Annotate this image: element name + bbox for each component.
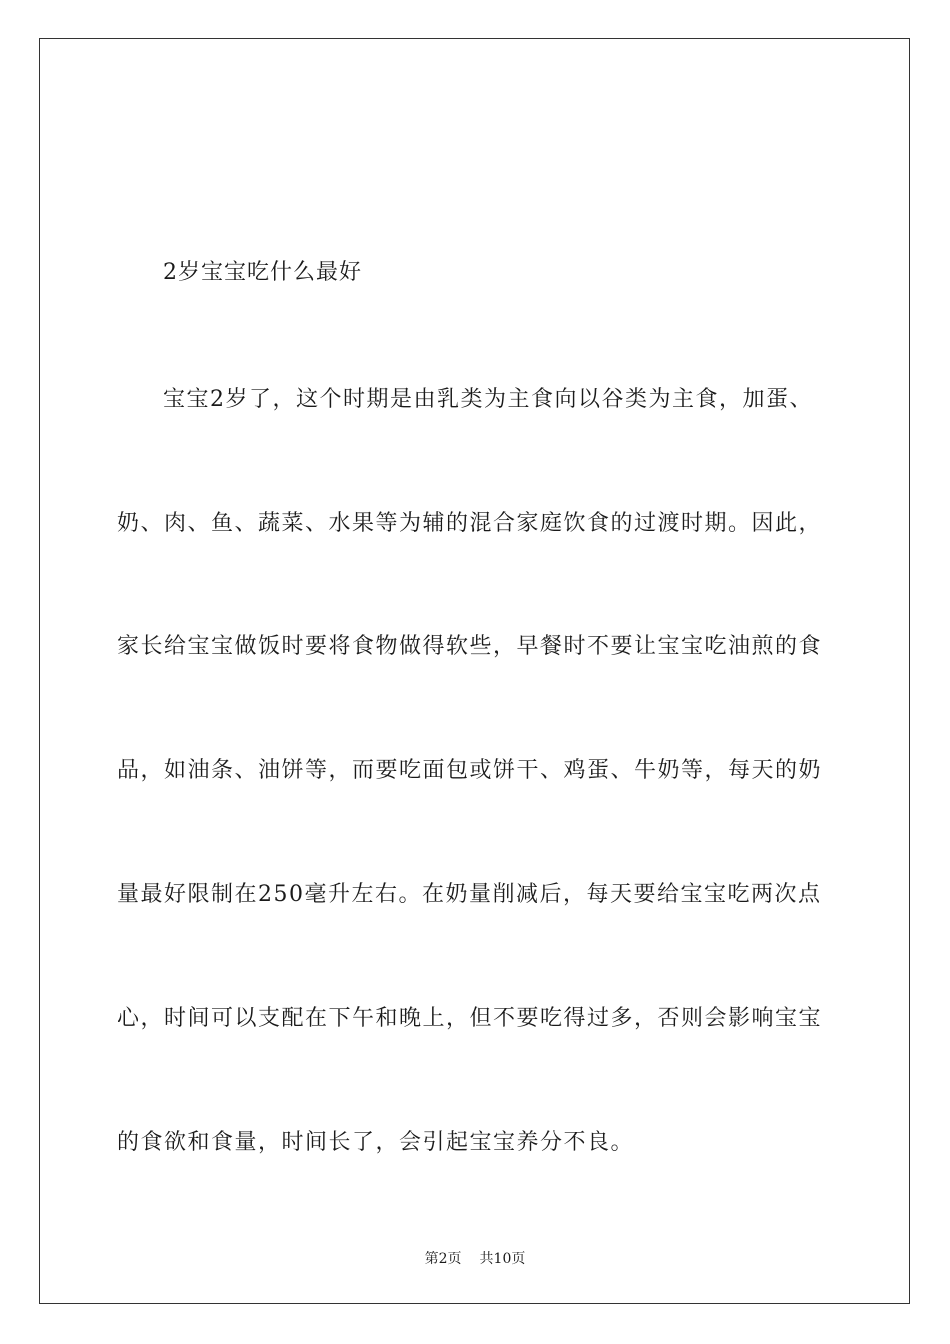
total-pages: 共10页 [479, 1251, 526, 1267]
page-number: 第2页 [424, 1251, 462, 1267]
document-heading: 2岁宝宝吃什么最好 [163, 260, 362, 285]
paragraph-line-2: 奶、肉、鱼、蔬菜、水果等为辅的混合家庭饮食的过渡时期。因此， [117, 511, 823, 536]
paragraph-line-5: 量最好限制在250毫升左右。在奶量削减后，每天要给宝宝吃两次点 [117, 882, 822, 907]
paragraph-line-7: 的食欲和食量，时间长了，会引起宝宝养分不良。 [117, 1130, 635, 1155]
paragraph-line-3: 家长给宝宝做饭时要将食物做得软些，早餐时不要让宝宝吃油煎的食 [117, 634, 823, 659]
page-border [39, 38, 910, 1304]
paragraph-line-1: 宝宝2岁了，这个时期是由乳类为主食向以谷类为主食，加蛋、 [163, 387, 813, 412]
paragraph-line-6: 心，时间可以支配在下午和晚上，但不要吃得过多，否则会影响宝宝 [117, 1006, 823, 1031]
paragraph-line-4: 品，如油条、油饼等，而要吃面包或饼干、鸡蛋、牛奶等，每天的奶 [117, 758, 823, 783]
page-footer [0, 1249, 950, 1269]
